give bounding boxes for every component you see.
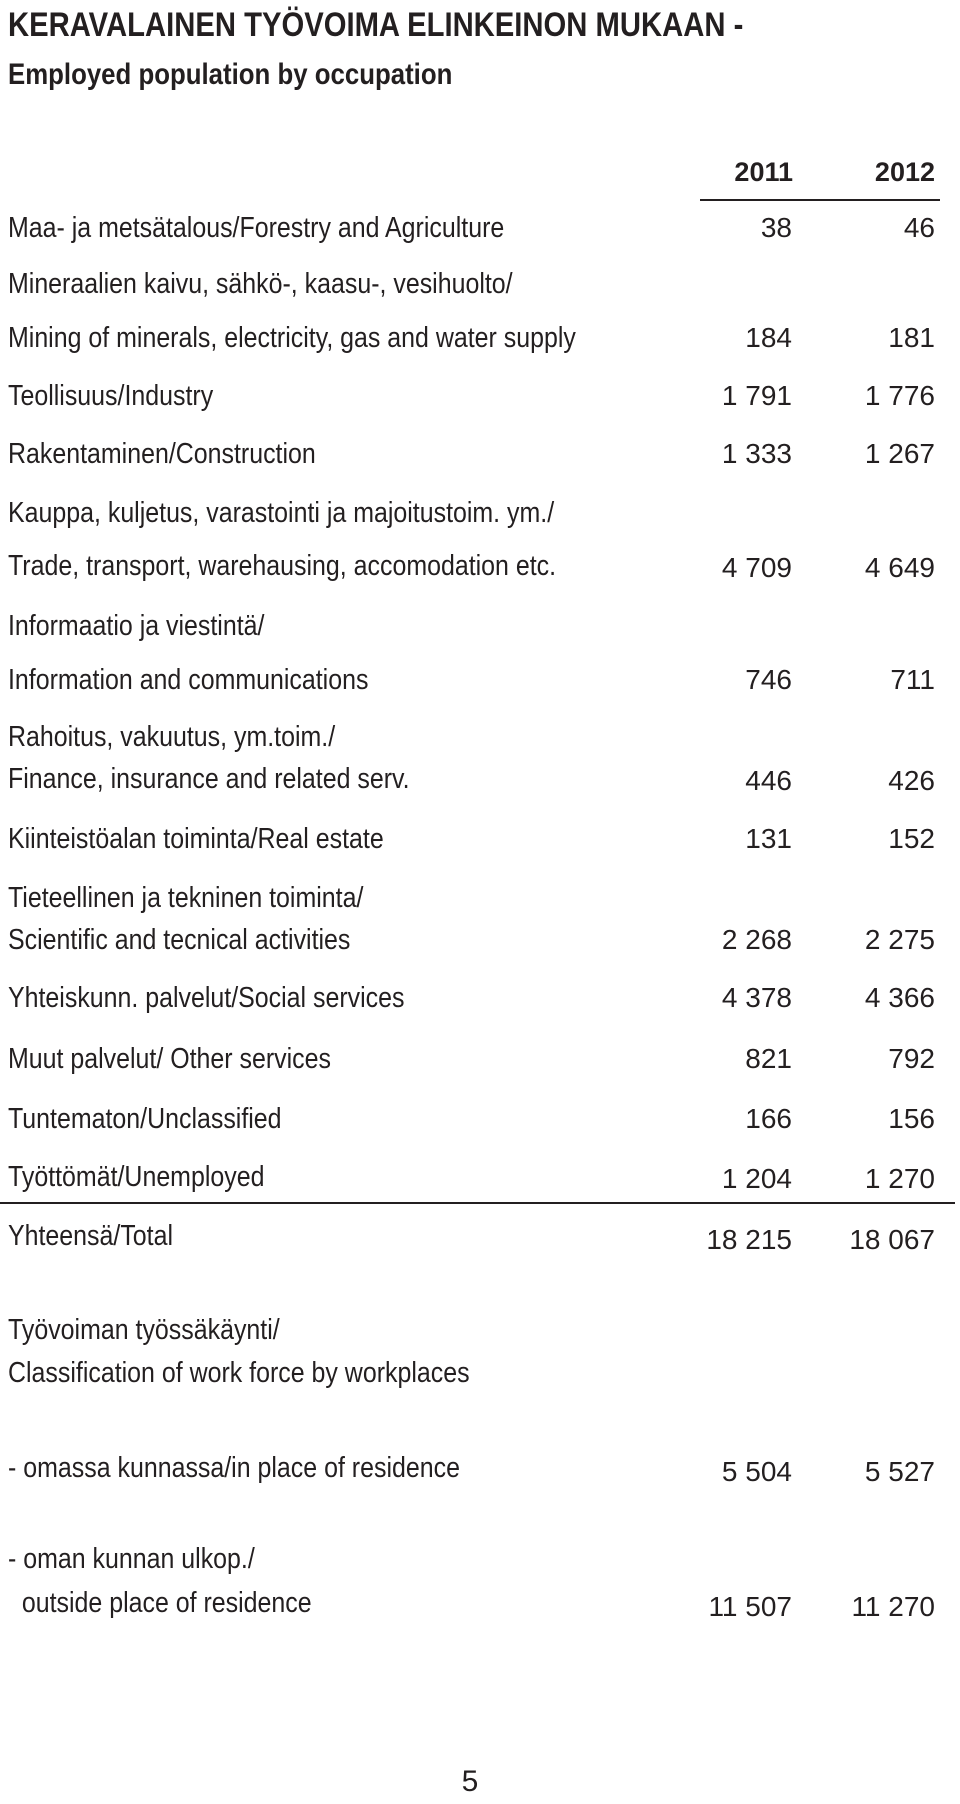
workplace-row-label: - oman kunnan ulkop./: [8, 1543, 255, 1575]
value-2012: 181: [888, 322, 935, 353]
value-2012: 4 649: [864, 552, 935, 583]
workplace-value-2012: 11 270: [851, 1591, 935, 1622]
total-label: Yhteensä/Total: [8, 1220, 173, 1252]
workplace-value-2012: 5 527: [864, 1456, 935, 1487]
row-label: Mineraalien kaivu, sähkö-, kaasu-, vesihuolto/: [8, 268, 513, 300]
value-2011: 2 268: [721, 924, 792, 955]
page-subtitle: Employed population by occupation: [8, 58, 453, 91]
year-header-2011: 2011: [734, 157, 793, 187]
value-2011: 746: [745, 664, 792, 695]
row-label: Maa- ja metsätalous/Forestry and Agriculture: [8, 212, 505, 244]
value-2012: 156: [888, 1103, 935, 1134]
workplace-value-2011: 11 507: [708, 1591, 792, 1622]
row-label: Kiinteistöalan toiminta/Real estate: [8, 823, 384, 855]
value-2011: 4 378: [721, 982, 792, 1013]
row-label: Rahoitus, vakuutus, ym.toim./: [8, 721, 336, 753]
row-label: Rakentaminen/Construction: [8, 438, 316, 470]
header-rule: [700, 199, 940, 201]
value-2012: 2 275: [864, 924, 935, 955]
row-label: Yhteiskunn. palvelut/Social services: [8, 982, 405, 1014]
value-2012: 1 267: [864, 438, 935, 469]
row-label-en: Trade, transport, warehausing, accomodation etc.: [8, 550, 557, 582]
total-rule: [0, 1202, 955, 1204]
row-label-en: Scientific and tecnical activities: [8, 924, 351, 956]
row-label: Tieteellinen ja tekninen toiminta/: [8, 882, 364, 914]
value-2011: 1 791: [721, 380, 792, 411]
value-2011: 1 333: [721, 438, 792, 469]
row-label-en: Finance, insurance and related serv.: [8, 763, 410, 795]
value-2011: 4 709: [721, 552, 792, 583]
page-title: KERAVALAINEN TYÖVOIMA ELINKEINON MUKAAN -: [8, 6, 744, 44]
value-2011: 166: [745, 1103, 792, 1134]
row-label-en: Information and communications: [8, 664, 369, 696]
workplace-row-label: - omassa kunnassa/in place of residence: [8, 1452, 460, 1484]
row-label: Kauppa, kuljetus, varastointi ja majoitustoim. ym./: [8, 497, 555, 529]
value-2012: 46: [903, 212, 935, 243]
workplace-heading: Työvoiman työssäkäynti/: [8, 1314, 280, 1346]
row-label: Työttömät/Unemployed: [8, 1161, 265, 1193]
value-2011: 821: [745, 1043, 792, 1074]
year-header-2012: 2012: [874, 157, 935, 187]
value-2012: 1 776: [864, 380, 935, 411]
total-2012: 18 067: [849, 1224, 935, 1255]
value-2012: 1 270: [864, 1163, 935, 1194]
total-2011: 18 215: [706, 1224, 792, 1255]
row-label: Informaatio ja viestintä/: [8, 610, 265, 642]
row-label: Tuntematon/Unclassified: [8, 1103, 282, 1135]
row-label: Muut palvelut/ Other services: [8, 1043, 331, 1075]
value-2011: 184: [745, 322, 792, 353]
value-2011: 131: [745, 823, 792, 854]
value-2012: 426: [888, 765, 935, 796]
page-number: 5: [461, 1765, 479, 1798]
value-2012: 711: [890, 664, 935, 695]
value-2012: 4 366: [864, 982, 935, 1013]
workplace-heading-en: Classification of work force by workplaces: [8, 1357, 470, 1389]
value-2011: 446: [745, 765, 792, 796]
workplace-row-label-en: outside place of residence: [8, 1587, 312, 1619]
value-2012: 792: [888, 1043, 935, 1074]
row-label-en: Mining of minerals, electricity, gas and water supply: [8, 322, 576, 354]
value-2011: 1 204: [721, 1163, 792, 1194]
row-label: Teollisuus/Industry: [8, 380, 214, 412]
workplace-value-2011: 5 504: [721, 1456, 792, 1487]
value-2011: 38: [760, 212, 792, 243]
value-2012: 152: [888, 823, 935, 854]
